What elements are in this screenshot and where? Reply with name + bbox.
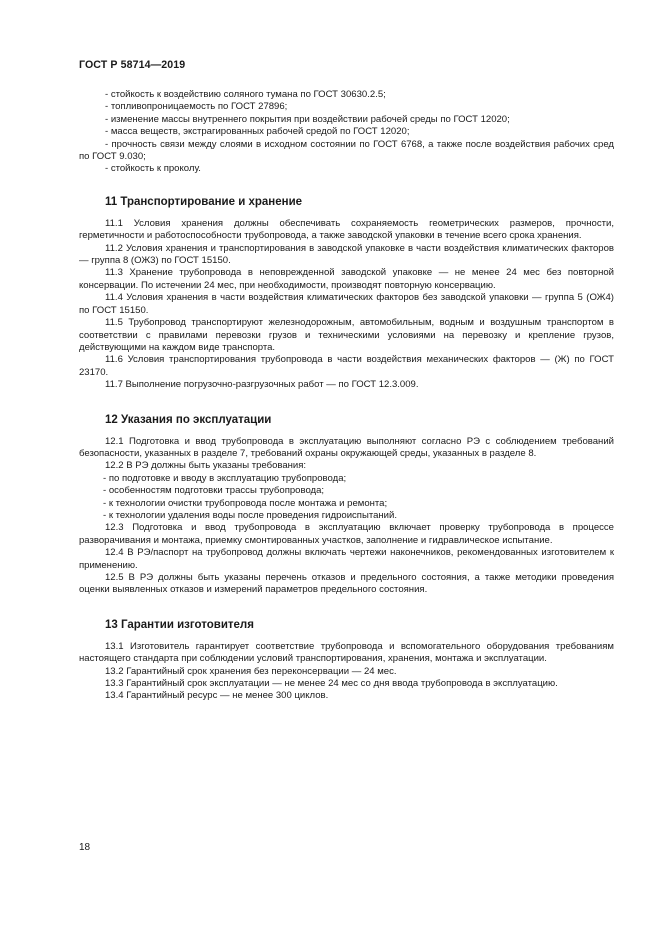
document-body [79, 89, 614, 703]
list-item: - особенностям подготовки трассы трубопровода; [103, 485, 325, 497]
paragraph-13-2: 13.2 Гарантийный срок хранения без переконсервации — 24 мес. [105, 665, 397, 677]
list-item: - стойкость к воздействию соляного тумана по ГОСТ 30630.2.5; [105, 89, 386, 100]
paragraph-12-4: 12.4 В РЭ/паспорт на трубопровод должны включать чертежи наконечников, рекомендованных изготовителем к применению. [79, 547, 614, 571]
section-heading-12: 12 Указания по эксплуатации [105, 413, 272, 426]
list-item: - изменение массы внутреннего покрытия при воздействии рабочей среды по ГОСТ 12020; [105, 113, 510, 125]
paragraph-13-4: 13.4 Гарантийный ресурс — не менее 300 циклов. [105, 690, 329, 702]
page-number: 18 [79, 842, 91, 853]
section-heading-11: 11 Транспортирование и хранение [105, 195, 303, 208]
paragraph-12-5: 12.5 В РЭ должны быть указаны перечень отказов и предельного состояния, а также методики проведения оценки выявленных отказов и измерений параметров предельного состояния. [79, 572, 614, 596]
property-list [79, 89, 614, 176]
paragraph-11-6: 11.6 Условия транспортирования трубопровода в части воздействия механических факторов — (Ж) по ГОСТ 23170. [79, 354, 614, 378]
list-item: - к технологии удаления воды после проведения гидроиспытаний. [103, 509, 398, 521]
list-item: - стойкость к проколу. [105, 163, 201, 175]
paragraph-11-3: 11.3 Хранение трубопровода в неповрежденной заводской упаковке — не менее 24 мес без повторной консервации. По истечении 24 мес, при необходимости, производят повторную консервацию. [79, 267, 614, 291]
paragraph-12-2: 12.2 В РЭ должны быть указаны требования: [105, 460, 307, 472]
list-item: - топливопроницаемость по ГОСТ 27896; [105, 101, 288, 113]
document-header: ГОСТ Р 58714—2019 [79, 59, 186, 71]
list-item: - масса веществ, экстрагированных рабочей средой по ГОСТ 12020; [105, 126, 410, 138]
list-item: - к технологии очистки трубопровода после монтажа и ремонта; [103, 497, 388, 509]
paragraph-13-3: 13.3 Гарантийный срок эксплуатации — не менее 24 мес со дня ввода трубопровода в эксплуатацию. [105, 678, 558, 690]
paragraph-11-7: 11.7 Выполнение погрузочно-разгрузочных работ — по ГОСТ 12.3.009. [105, 379, 419, 391]
paragraph-13-1: 13.1 Изготовитель гарантирует соответствие трубопровода и вспомогательного оборудования требованиям настоящего стандарта при соблюдении условий транспортирования, хранения, монтажа и эксплуатации. [79, 640, 614, 665]
paragraph-12-1: 12.1 Подготовка и ввод трубопровода в эксплуатацию выполняют согласно РЭ с соблюдением требований безопасности, указанных в разделе 7, требований охраны окружающей среды, указанных в разделе 8. [79, 435, 614, 459]
list-item: - прочность связи между слоями в исходном состоянии по ГОСТ 6768, а также после воздействия рабочих сред по ГОСТ 9.030; [79, 138, 614, 163]
paragraph-11-4: 11.4 Условия хранения в части воздействия климатических факторов без заводской упаковки — группа 5 (ОЖ4) по ГОСТ 15150. [79, 292, 614, 316]
paragraph-11-1: 11.1 Условия хранения должны обеспечивать сохраняемость геометрических размеров, прочности, герметичности и работоспособности трубопровода, а также заводской упаковки в течение всего срока хранения. [79, 217, 614, 242]
paragraph-11-2: 11.2 Условия хранения и транспортирования в заводской упаковке в части воздействия климатических факторов — группа 8 (ОЖ3) по ГОСТ 15150. [79, 242, 614, 267]
section-heading-13: 13 Гарантии изготовителя [105, 618, 254, 631]
list-item: - по подготовке и вводу в эксплуатацию трубопровода; [103, 472, 347, 484]
paragraph-11-5: 11.5 Трубопровод транспортируют железнодорожным, автомобильным, водным и воздушным транспортом в соответствии с правилами перевозки грузов и техническими условиями на перевозку и крепление грузов, действующими на каждом виде транспорта. [79, 317, 614, 353]
paragraph-12-3: 12.3 Подготовка и ввод трубопровода в эксплуатацию включает проверку трубопровода в процессе разворачивания и монтажа, приемку смонтированных участков, заполнение и гидравлическое испытание. [79, 522, 614, 546]
